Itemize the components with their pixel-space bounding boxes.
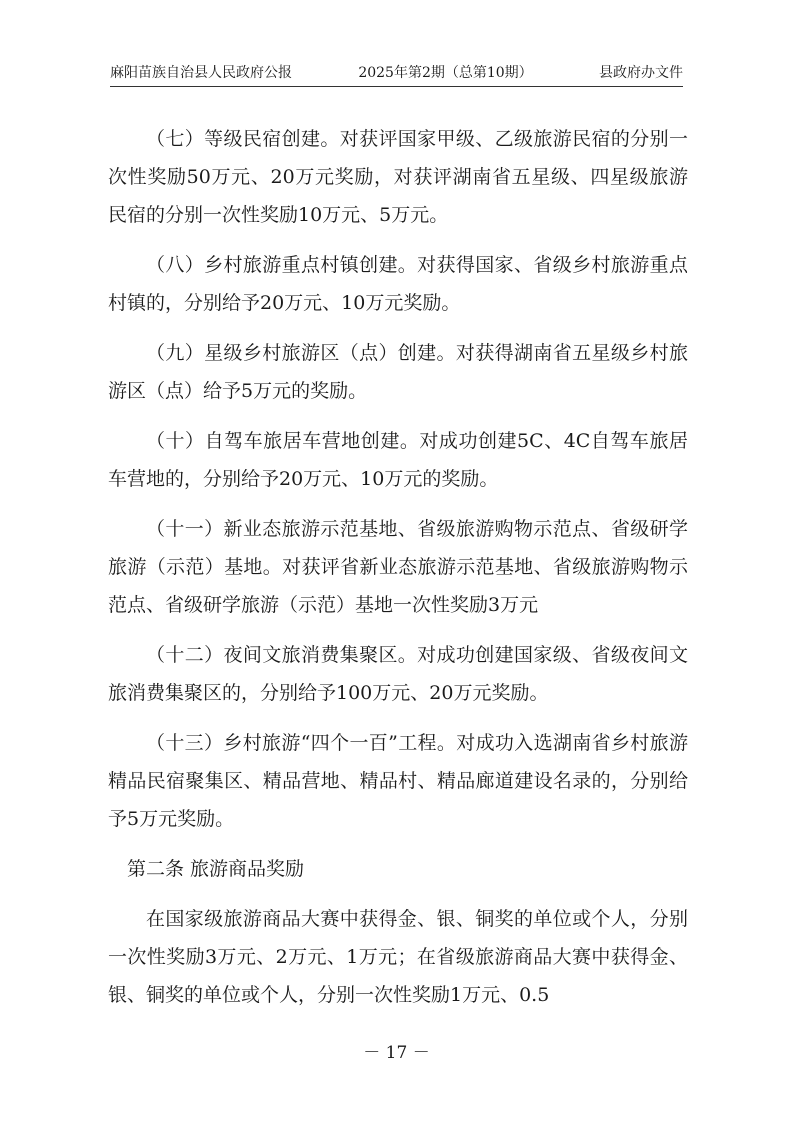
clause-9: （九）星级乡村旅游区（点）创建。对获得湖南省五星级乡村旅游区（点）给予5万元的奖励。 — [108, 342, 688, 402]
clause-10: （十）自驾车旅居车营地创建。对成功创建5C、4C自驾车旅居车营地的，分别给予20万元、10万元的奖励。 — [108, 430, 688, 490]
clause-13: （十三）乡村旅游“四个一百”工程。对成功入选湖南省乡村旅游精品民宿聚集区、精品营地、精品村、精品廊道建设名录的，分别给予5万元奖励。 — [108, 732, 688, 830]
clause-7: （七）等级民宿创建。对获评国家甲级、乙级旅游民宿的分别一次性奖励50万元、20万元奖励，对获评湖南省五星级、四星级旅游民宿的分别一次性奖励10万元、5万元。 — [108, 128, 688, 226]
tourism-products-paragraph: 在国家级旅游商品大赛中获得金、银、铜奖的单位或个人，分别一次性奖励3万元、2万元、1万元；在省级旅游商品大赛中获得金、银、铜奖的单位或个人，分别一次性奖励1万元、0.5 — [108, 908, 688, 1006]
section-name: 县政府办文件 — [598, 65, 683, 81]
clause-11: （十一）新业态旅游示范基地、省级旅游购物示范点、省级研学旅游（示范）基地。对获评省新业态旅游示范基地、省级旅游购物示范点、省级研学旅游（示范）基地一次性奖励3万元 — [108, 518, 688, 616]
publication-title: 麻阳苗族自治县人民政府公报 — [110, 65, 292, 81]
running-header — [110, 56, 683, 87]
clause-12: （十二）夜间文旅消费集聚区。对成功创建国家级、省级夜间文旅消费集聚区的，分别给予100万元、20万元奖励。 — [108, 644, 688, 704]
article-heading: 第二条 旅游商品奖励 — [127, 858, 305, 880]
document-body — [108, 120, 688, 1026]
clause-8: （八）乡村旅游重点村镇创建。对获得国家、省级乡村旅游重点村镇的，分别给予20万元、10万元奖励。 — [108, 254, 688, 314]
page-number: － 17 － — [363, 1043, 430, 1063]
issue-number: 2025年第2期（总第10期） — [358, 65, 533, 81]
